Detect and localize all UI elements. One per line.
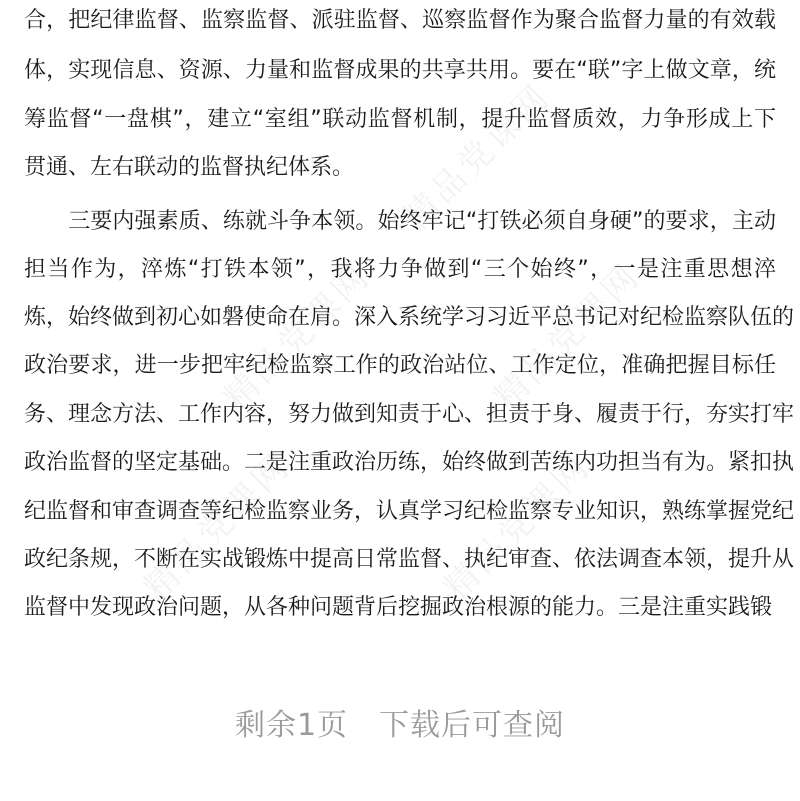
text-line: 炼，始终做到初心如磐使命在肩。深入系统学习习近平总书记对纪检监察队伍的 bbox=[24, 305, 795, 330]
text-line: 三要内强素质、练就斗争本领。始终牢记“打铁必须自身硬”的要求，主动 bbox=[24, 209, 776, 234]
text-line: 政治监督的坚定基础。二是注重政治历练，始终做到苦练内功担当有为。紧扣执 bbox=[24, 450, 795, 475]
text-line: 政治要求，进一步把牢纪检监察工作的政治站位、工作定位，准确把握目标任 bbox=[24, 353, 776, 378]
watermark-text: 精品党课网 bbox=[436, 445, 599, 609]
text-line: 政纪条规，不断在实战锻炼中提高日常监督、执纪审查、依法调查本领，提升从 bbox=[24, 547, 795, 572]
text-line: 合，把纪律监督、监察监督、派驻监督、巡察监督作为聚合监督力量的有效载 bbox=[24, 8, 776, 33]
watermark-text: 精品党课网 bbox=[486, 255, 649, 419]
text-line: 筹监督“一盘棋”，建立“室组”联动监督机制，提升监督质效，力争形成上下 bbox=[24, 107, 776, 132]
text-line: 监督中发现政治问题，从各种问题背后挖掘政治根源的能力。三是注重实践锻 bbox=[24, 595, 773, 620]
watermark-text: 精品党课网 bbox=[396, 75, 559, 239]
text-line: 务、理念方法、工作内容，努力做到知责于心、担责于身、履责于行，夯实打牢 bbox=[24, 402, 795, 427]
watermark-text: 精品党课网 bbox=[216, 255, 379, 419]
text-line: 贯通、左右联动的监督执纪体系。 bbox=[24, 155, 355, 180]
remaining-pages-download-prompt[interactable]: 剩余1页 下载后可查阅 bbox=[234, 708, 566, 743]
watermark-text: 精品党课网 bbox=[136, 445, 299, 609]
text-line: 体，实现信息、资源、力量和监督成果的共享共用。要在“联”字上做文章，统 bbox=[24, 58, 776, 83]
text-line: 纪监督和审查调查等纪检监察业务，认真学习纪检监察专业知识，熟练掌握党纪 bbox=[24, 499, 795, 524]
text-line: 担当作为，淬炼“打铁本领”，我将力争做到“三个始终”，一是注重思想淬 bbox=[24, 257, 776, 282]
